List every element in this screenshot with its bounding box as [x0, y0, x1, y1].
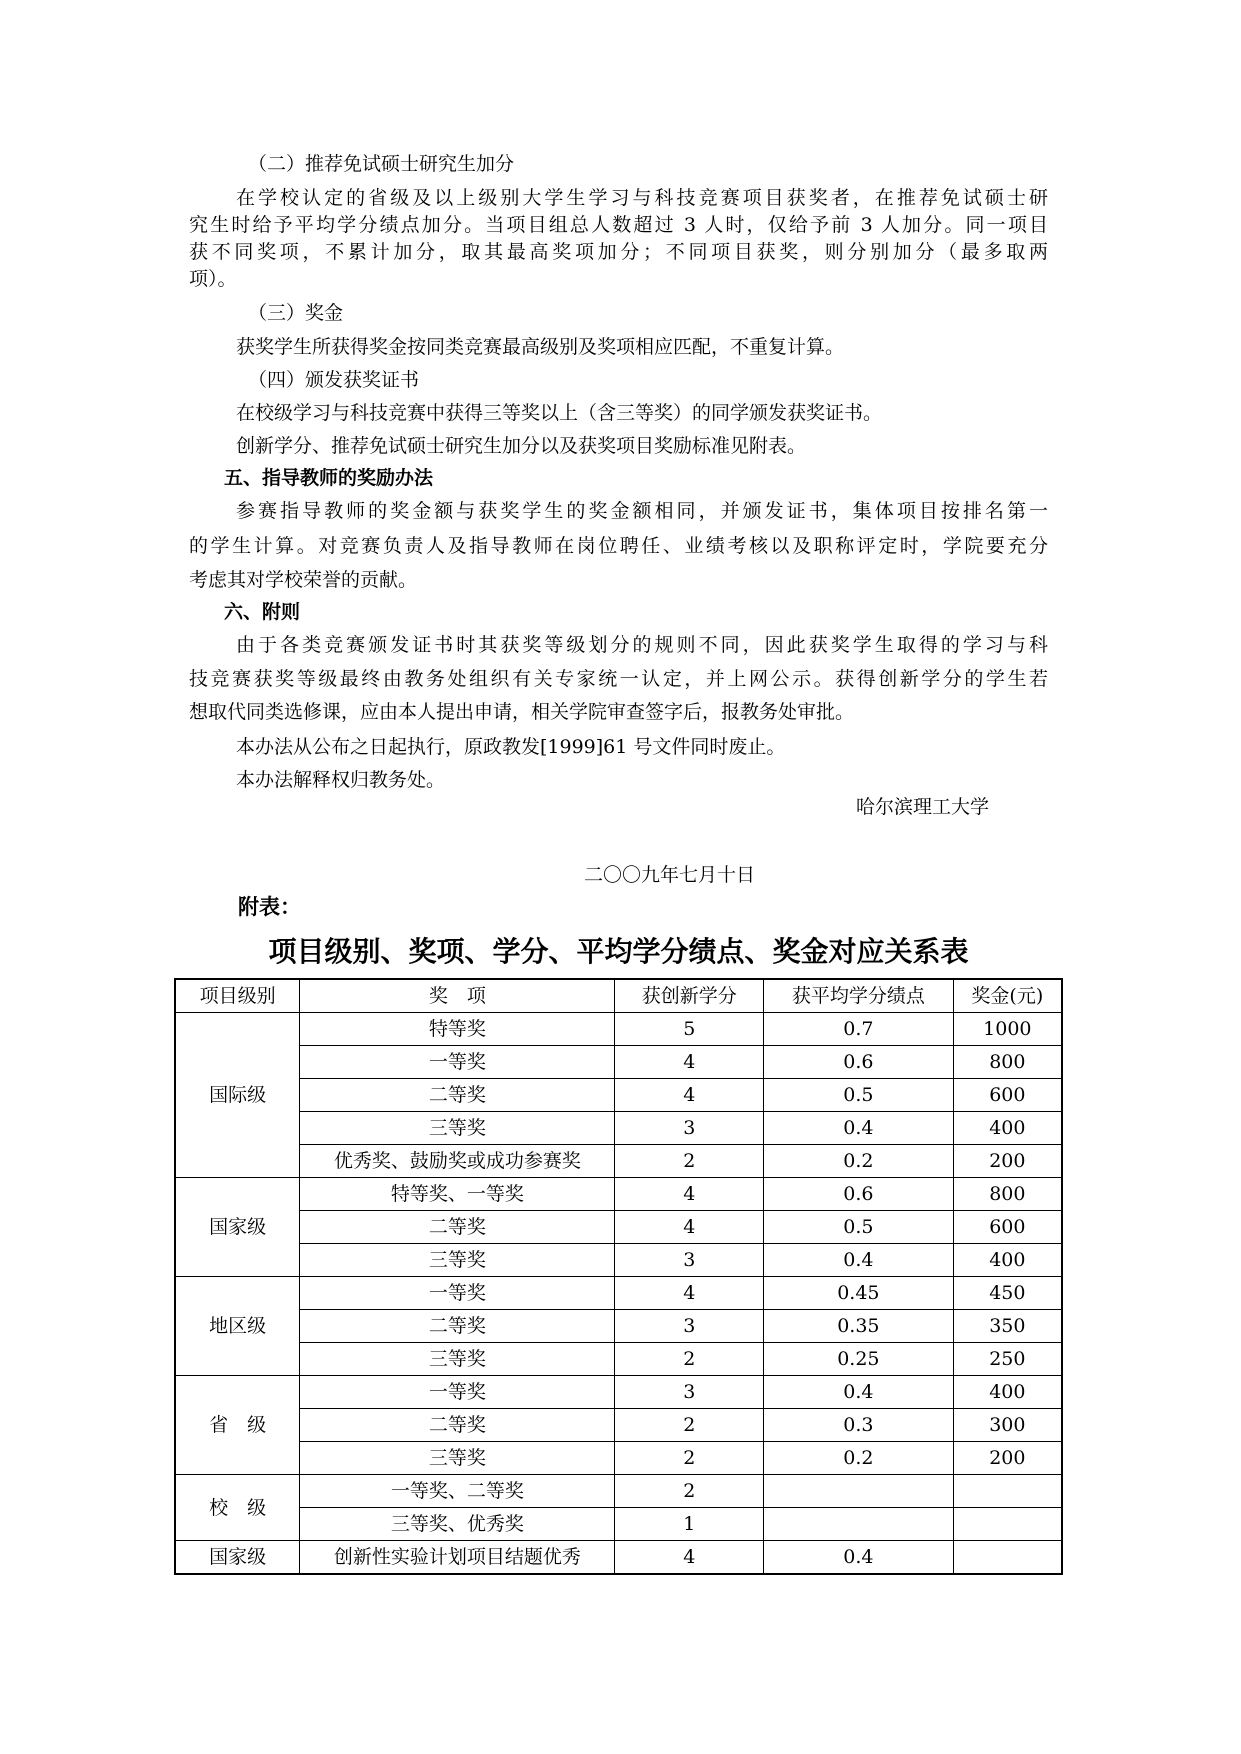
table-row: [175, 1178, 1062, 1211]
bonus-cell: 400: [953, 1376, 1062, 1409]
level-cell: 省 级: [175, 1376, 300, 1475]
paragraph-line: 想取代同类选修课，应由本人提出申请，相关学院审查签字后，报教务处审批。: [189, 701, 855, 723]
award-cell: 二等奖: [300, 1409, 615, 1442]
level-cell: 国家级: [175, 1178, 300, 1277]
bonus-cell: 350: [953, 1310, 1062, 1343]
section-heading-appendix-rules: 六、附则: [224, 601, 301, 623]
header-gpa: 获平均学分绩点: [764, 979, 954, 1013]
signature-date: 二〇〇九年七月十日: [584, 864, 756, 886]
paragraph-line: 参赛指导教师的奖金额与获奖学生的奖金额相同，并颁发证书，集体项目按排名第一: [236, 500, 1048, 522]
bonus-cell: [953, 1475, 1062, 1508]
credit-cell: 4: [615, 1211, 764, 1244]
table-row: [175, 1013, 1062, 1046]
gpa-cell: 0.7: [764, 1013, 954, 1046]
table-row: [175, 1277, 1062, 1310]
bonus-cell: 600: [953, 1079, 1062, 1112]
paragraph-line: 项）。: [189, 268, 237, 290]
paragraph-line: 的学生计算。对竞赛负责人及指导教师在岗位聘任、业绩考核以及职称评定时，学院要充分: [189, 535, 1048, 557]
table-row: [175, 1442, 1062, 1475]
credit-cell: 4: [615, 1541, 764, 1575]
table-row: [175, 1211, 1062, 1244]
subheading-recommend-bonus: （二）推荐免试硕士研究生加分: [248, 153, 515, 175]
bonus-cell: 450: [953, 1277, 1062, 1310]
table-title: 项目级别、奖项、学分、平均学分绩点、奖金对应关系表: [268, 935, 969, 968]
award-cell: 特等奖: [300, 1013, 615, 1046]
level-cell: 国际级: [175, 1013, 300, 1178]
credit-cell: 3: [615, 1310, 764, 1343]
table-header-row: [175, 979, 1062, 1013]
paragraph-line: 由于各类竞赛颁发证书时其获奖等级划分的规则不同，因此获奖学生取得的学习与科: [236, 634, 1048, 656]
table-row: [175, 1244, 1062, 1277]
table-row: [175, 1145, 1062, 1178]
paragraph-line: 获奖学生所获得奖金按同类竞赛最高级别及奖项相应匹配，不重复计算。: [236, 336, 845, 358]
gpa-cell: 0.35: [764, 1310, 954, 1343]
gpa-cell: 0.4: [764, 1244, 954, 1277]
paragraph-line: 在校级学习与科技竞赛中获得三等奖以上（含三等奖）的同学颁发获奖证书。: [236, 402, 883, 424]
bonus-cell: 400: [953, 1244, 1062, 1277]
award-cell: 三等奖: [300, 1442, 615, 1475]
award-cell: 三等奖、优秀奖: [300, 1508, 615, 1541]
credit-cell: 2: [615, 1442, 764, 1475]
credit-cell: 3: [615, 1244, 764, 1277]
bonus-cell: 600: [953, 1211, 1062, 1244]
table-row: [175, 1112, 1062, 1145]
paragraph-line: 考虑其对学校荣誉的贡献。: [189, 569, 418, 591]
paragraph-line: 究生时给予平均学分绩点加分。当项目组总人数超过 3 人时，仅给予前 3 人加分。同一项目: [189, 214, 1048, 236]
credit-cell: 2: [615, 1145, 764, 1178]
award-table: [174, 978, 1063, 1575]
bonus-cell: 1000: [953, 1013, 1062, 1046]
award-cell: 三等奖: [300, 1343, 615, 1376]
gpa-cell: 0.2: [764, 1145, 954, 1178]
award-cell: 一等奖、二等奖: [300, 1475, 615, 1508]
bonus-cell: 300: [953, 1409, 1062, 1442]
bonus-cell: [953, 1508, 1062, 1541]
section-heading-teacher-award: 五、指导教师的奖励办法: [224, 467, 434, 489]
award-cell: 特等奖、一等奖: [300, 1178, 615, 1211]
table-row: [175, 1310, 1062, 1343]
bonus-cell: 200: [953, 1442, 1062, 1475]
subheading-bonus-money: （三）奖金: [248, 302, 344, 324]
gpa-cell: [764, 1508, 954, 1541]
gpa-cell: 0.45: [764, 1277, 954, 1310]
bonus-cell: 800: [953, 1178, 1062, 1211]
paragraph-line: 在学校认定的省级及以上级别大学生学习与科技竞赛项目获奖者，在推荐免试硕士研: [236, 187, 1048, 209]
award-cell: 一等奖: [300, 1046, 615, 1079]
credit-cell: 1: [615, 1508, 764, 1541]
table-row: [175, 1409, 1062, 1442]
gpa-cell: 0.6: [764, 1178, 954, 1211]
award-cell: 三等奖: [300, 1112, 615, 1145]
bonus-cell: 800: [953, 1046, 1062, 1079]
level-cell: 国家级: [175, 1541, 300, 1575]
level-cell: 校 级: [175, 1475, 300, 1541]
bonus-cell: 400: [953, 1112, 1062, 1145]
gpa-cell: 0.3: [764, 1409, 954, 1442]
table-row: [175, 1343, 1062, 1376]
credit-cell: 4: [615, 1046, 764, 1079]
award-cell: 二等奖: [300, 1211, 615, 1244]
table-row: [175, 1046, 1062, 1079]
credit-cell: 2: [615, 1343, 764, 1376]
gpa-cell: 0.4: [764, 1112, 954, 1145]
table-row: [175, 1508, 1062, 1541]
gpa-cell: 0.2: [764, 1442, 954, 1475]
award-cell: 二等奖: [300, 1079, 615, 1112]
award-cell: 三等奖: [300, 1244, 615, 1277]
gpa-cell: [764, 1475, 954, 1508]
award-cell: 二等奖: [300, 1310, 615, 1343]
bonus-cell: 200: [953, 1145, 1062, 1178]
bonus-cell: 250: [953, 1343, 1062, 1376]
credit-cell: 2: [615, 1409, 764, 1442]
credit-cell: 5: [615, 1013, 764, 1046]
gpa-cell: 0.4: [764, 1376, 954, 1409]
header-award: 奖 项: [300, 979, 615, 1013]
credit-cell: 4: [615, 1277, 764, 1310]
table-row: [175, 1475, 1062, 1508]
credit-cell: 3: [615, 1376, 764, 1409]
paragraph-line: 创新学分、推荐免试硕士研究生加分以及获奖项目奖励标准见附表。: [236, 435, 807, 457]
paragraph-line: 获不同奖项，不累计加分，取其最高奖项加分；不同项目获奖，则分别加分（最多取两: [189, 241, 1048, 263]
credit-cell: 3: [615, 1112, 764, 1145]
header-level: 项目级别: [175, 979, 300, 1013]
table-row: [175, 1541, 1062, 1575]
header-credit: 获创新学分: [615, 979, 764, 1013]
level-cell: 地区级: [175, 1277, 300, 1376]
paragraph-line: 技竞赛获奖等级最终由教务处组织有关专家统一认定，并上网公示。获得创新学分的学生若: [189, 668, 1048, 690]
appendix-label: 附表：: [238, 895, 301, 919]
subheading-certificate: （四）颁发获奖证书: [248, 369, 420, 391]
bonus-cell: [953, 1541, 1062, 1575]
credit-cell: 4: [615, 1178, 764, 1211]
gpa-cell: 0.25: [764, 1343, 954, 1376]
table-row: [175, 1376, 1062, 1409]
signature-university: 哈尔滨理工大学: [856, 796, 990, 818]
award-cell: 一等奖: [300, 1277, 615, 1310]
gpa-cell: 0.5: [764, 1079, 954, 1112]
gpa-cell: 0.4: [764, 1541, 954, 1575]
gpa-cell: 0.5: [764, 1211, 954, 1244]
award-cell: 一等奖: [300, 1376, 615, 1409]
table-row: [175, 1079, 1062, 1112]
credit-cell: 2: [615, 1475, 764, 1508]
gpa-cell: 0.6: [764, 1046, 954, 1079]
award-cell: 优秀奖、鼓励奖或成功参赛奖: [300, 1145, 615, 1178]
paragraph-line: 本办法解释权归教务处。: [236, 769, 446, 791]
header-bonus: 奖金(元): [953, 979, 1062, 1013]
paragraph-line: 本办法从公布之日起执行，原政教发[1999]61 号文件同时废止。: [236, 736, 786, 758]
award-cell: 创新性实验计划项目结题优秀: [300, 1541, 615, 1575]
credit-cell: 4: [615, 1079, 764, 1112]
